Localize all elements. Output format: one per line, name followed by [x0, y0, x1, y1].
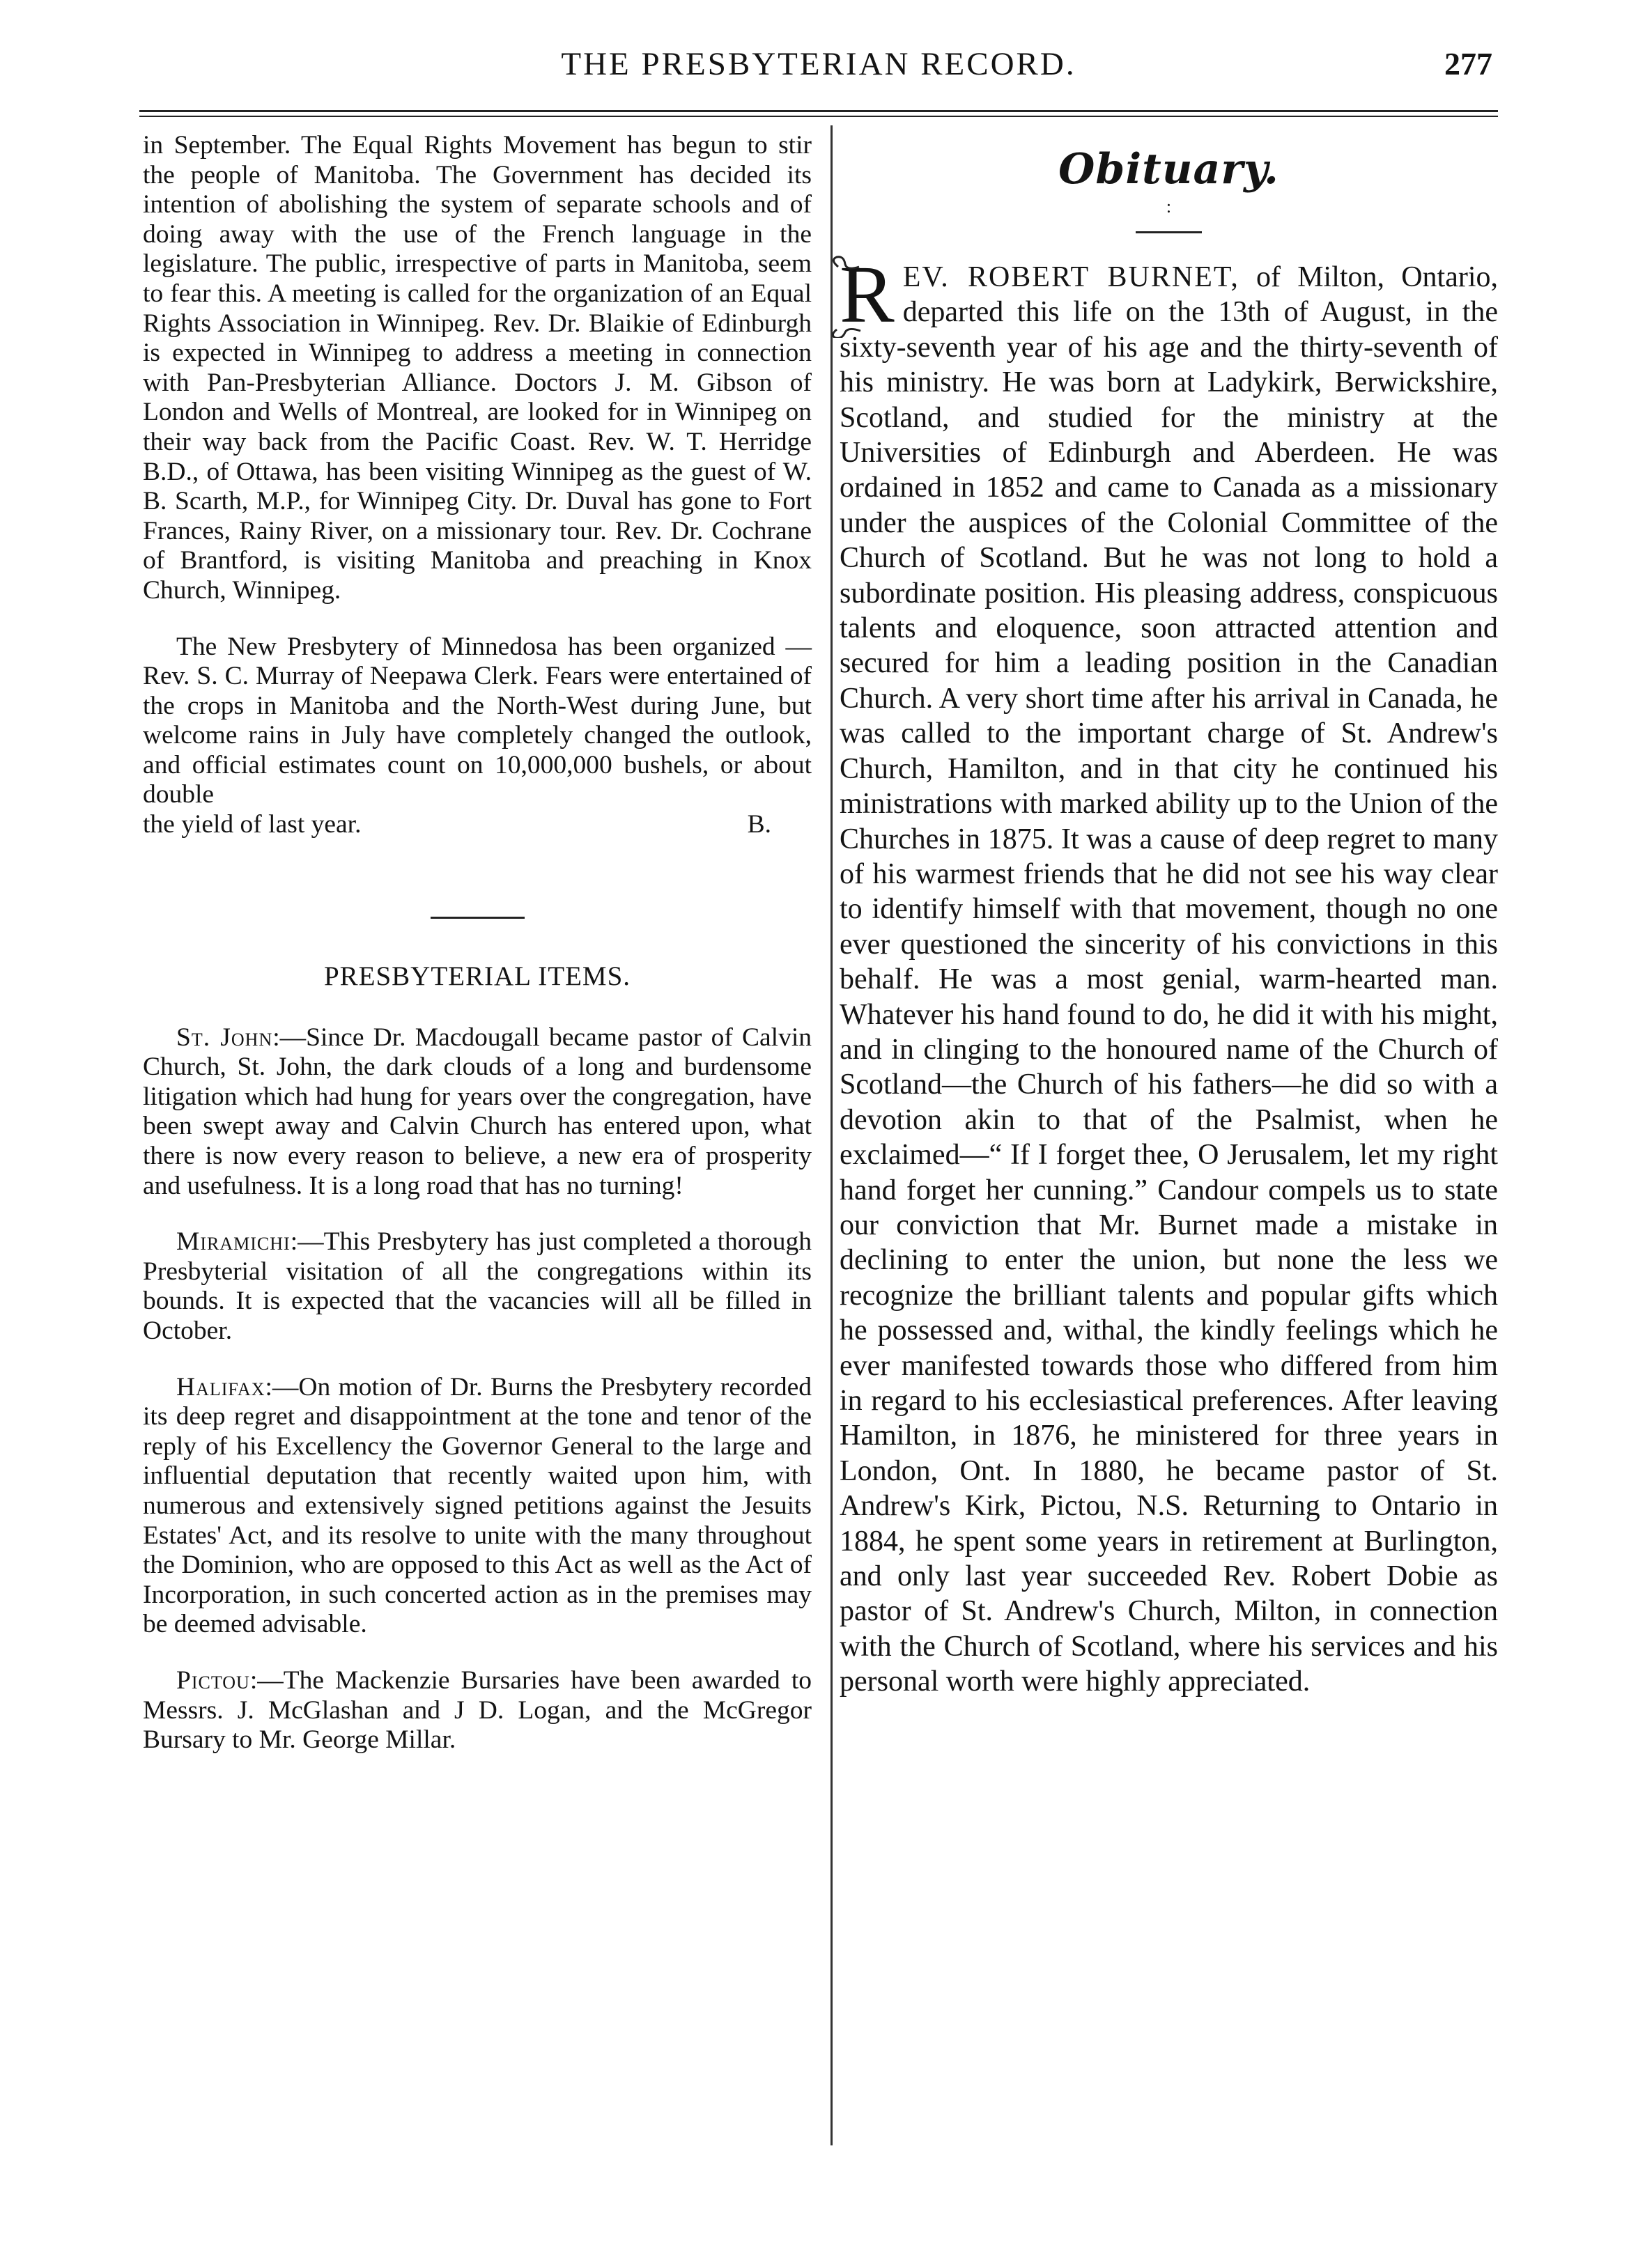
drop-cap: [840, 249, 895, 340]
item-text: :—Since Dr. Macdougall became pastor of Calvin Church, St. John, the dark clouds of a long and burdensome litigation which had hung for years over the congregation, have been swept away and Calvin Church has entered upon, what there is now every reason to believe, a new era of prosperity and usefulness. It is a long road that has no turning!: [143, 1023, 812, 1200]
right-column: [840, 131, 1498, 1700]
closing-text: the yield of last year.: [143, 810, 362, 839]
minnedosa-paragraph: The New Presbytery of Minnedosa has been organized —Rev. S. C. Murray of Neepawa Clerk. Fears were entertained of the crops in Manitoba and the North-West during June, but welcome rains in July have completely changed the outlook, and official estimates count on 10,000,000 bushels, or about double: [143, 632, 812, 809]
header-rule-thick: [139, 110, 1498, 112]
journal-title: THE PRESBYTERIAN RECORD.: [561, 46, 1076, 82]
item-text: :—On motion of Dr. Burns the Presbytery recorded its deep regret and disappointment at the tone and tenor of the reply of his Excellency the Governor General to the large and influential deputation that recently waited upon him, with numerous and extensively signed petitions against the Jesuits Estates' Act, and its resolve to unite with the many throughout the Dominion, who are opposed to this Act as well as the Act of Incorporation, in such concerted action as in the premises may be deemed advisable.: [143, 1372, 812, 1639]
title-rule: [1136, 231, 1202, 233]
page-number: 277: [1444, 46, 1492, 81]
left-column: [143, 131, 812, 1755]
column-divider: [830, 125, 833, 2145]
item-lead: Miramichi: [176, 1227, 291, 1257]
drop-cap-flourish-icon: [824, 254, 929, 338]
item-lead: St. John: [176, 1023, 273, 1052]
closing-line: [143, 810, 812, 840]
presbyterial-items-heading: PRESBYTERIAL ITEMS.: [323, 961, 631, 991]
item-st-john: [143, 1023, 812, 1202]
manitoba-news-paragraph: in September. The Equal Rights Movement has begun to stir the people of Manitoba. The Government has decided its intention of abolishing the system of separate schools and of doing away with the use of the French language in the legislature. The public, irrespective of parts in Manitoba, seem to fear this. A meeting is called for the organization of an Equal Rights Association in Winnipeg. Rev. Dr. Blaikie of Edinburgh is expected in Winnipeg to address a meeting in connection with Pan-Presbyterian Alliance. Doctors J. M. Gibson of London and Wells of Montreal, are looked for in Winnipeg on their way back from the Pacific Coast. Rev. W. T. Herridge B.D., of Ottawa, has been visiting Winnipeg as the guest of W. B. Scarth, M.P., for Winnipeg City. Dr. Duval has gone to Fort Frances, Rainy River, on a missionary tour. Rev. Dr. Cochrane of Brantford, is visiting Manitoba and preaching in Knox Church, Winnipeg.: [143, 131, 812, 605]
running-head: [139, 43, 1498, 92]
drop-cap-letter: R: [840, 249, 895, 340]
item-text: :—The Mackenzie Bursaries have been awarded to Messrs. J. McGlashan and J D. Logan, and the McGregor Bursary to Mr. George Millar.: [143, 1665, 812, 1755]
obituary-body: of Milton, Ontario, departed this life on the 13th of August, in the sixty-seventh year of his age and the thirty-seventh of his ministry. He was born at Ladykirk, Berwickshire, Scotland, and studied for the ministry at the Universities of Edinburgh and Aberdeen. He was ordained in 1852 and came to Canada as a missionary under the auspices of the Colonial Committee of the Church of Scotland. But he was not long to hold a subordinate position. His pleasing address, conspicuous talents and eloquence, soon attracted attention and secured for him a leading position in the Canadian Church. A very short time after his arrival in Canada, he was called to the important charge of St. Andrew's Church, Hamilton, and in that city he continued his ministrations with marked ability up to the Union of the Churches in 1875. It was a cause of deep regret to many of his warmest friends that he did not see his way clear to identify himself with that movement, though no one ever questioned the sincerity of his convictions in this behalf. He was a most genial, warm-hearted man. Whatever his hand found to do, he did it with his might, and in clinging to the honoured name of the Church of Scotland—the Church of his fathers—he did so with a devotion akin to that of the Psalmist, when he exclaimed—“ If I forget thee, O Jerusalem, let my right hand forget her cunning.” Candour compels us to state our conviction that Mr. Burnet made a mistake in declining to enter the union, but none the less we recognize the brilliant talents and popular gifts which he possessed and, withal, the kindly feelings which he ever manifested towards those who differed from him in regard to his ecclesiastical preferences. After leaving Hamilton, in 1876, he ministered for three years in London, Ont. In 1880, he became pastor of St. Andrew's Kirk, Pictou, N.S. Returning to Ontario in 1884, he spent some years in retirement at Burlington, and only last year succeeded Rev. Robert Dobie as pastor of St. Andrew's Church, Milton, in connection with the Church of Scotland, where his services and his personal worth were highly appreciated.: [840, 261, 1498, 1698]
item-halifax: [143, 1373, 812, 1640]
item-text: :—This Presbytery has just completed a thorough Presbyterial visitation of all the congregations within its bounds. It is expected that the vacancies will all be filled in October.: [143, 1227, 812, 1345]
section-separator-rule: [431, 917, 525, 919]
obituary-name: EV. ROBERT BURNET,: [902, 261, 1239, 293]
item-lead: Pictou: [176, 1665, 250, 1695]
author-signature: B.: [747, 810, 771, 839]
item-miramichi: [143, 1227, 812, 1346]
obituary-text: [840, 249, 1498, 1700]
item-pictou: [143, 1666, 812, 1755]
title-ornament: :: [1166, 196, 1172, 217]
item-lead: Halifax: [176, 1372, 265, 1401]
obituary-title: Obituary.: [1058, 145, 1279, 194]
header-rule-thin: [139, 116, 1498, 117]
